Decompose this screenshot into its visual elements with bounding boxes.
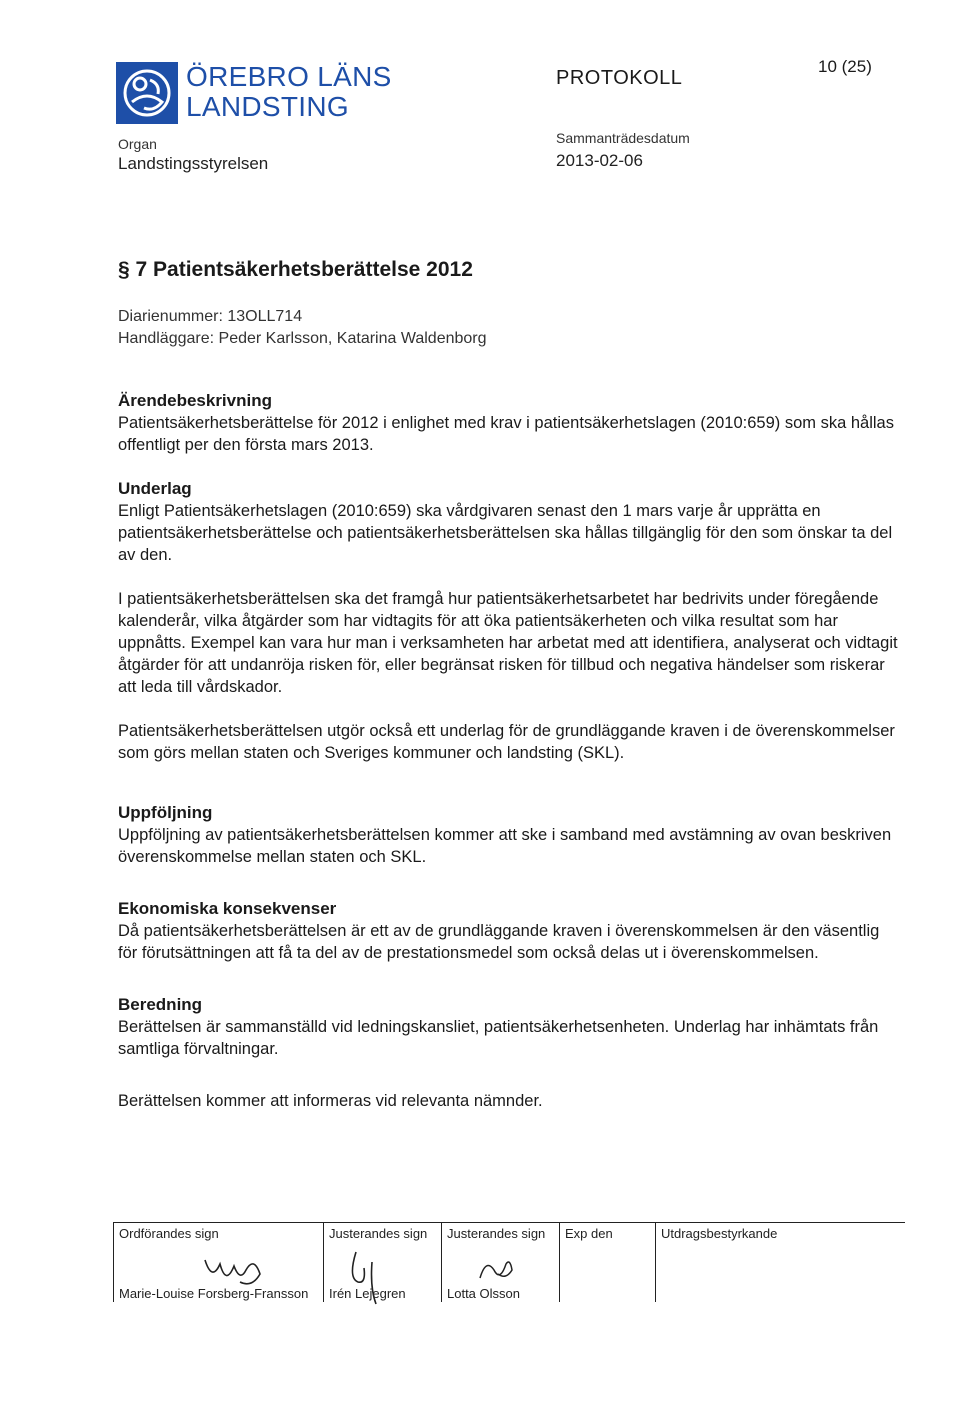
date-label: Sammanträdesdatum xyxy=(556,130,690,146)
signature-label-exp: Exp den xyxy=(565,1226,613,1241)
beredning-paragraph-1: Berättelsen är sammanställd vid ledningskansliet, patientsäkerhetsenheten. Underlag har inhämtats från samtliga förvaltningar. xyxy=(118,1018,879,1058)
signature-cell-ordforande xyxy=(113,1222,324,1302)
page-title: § 7 Patientsäkerhetsberättelse 2012 xyxy=(118,258,473,281)
beredning-paragraph-2: Berättelsen kommer att informeras vid relevanta nämnder. xyxy=(118,1092,543,1110)
section-text-ekonomi: Då patientsäkerhetsberättelsen är ett av de grundläggande kraven i överenskommelsen är den väsentlig för förutsättningen att få ta del av de prestationsmedel som också delas ut i överenskommelsen. xyxy=(118,922,880,962)
section-text-uppfoljning: Uppföljning av patientsäkerhetsberättelsen kommer att ske i samband med avstämning av ovan beskriven överenskommelse mellan staten och SKL. xyxy=(118,826,892,866)
section-heading-underlag: Underlag xyxy=(118,479,192,498)
signature-cell-utdrag xyxy=(655,1222,906,1302)
underlag-paragraph-2: I patientsäkerhetsberättelsen ska det framgå hur patientsäkerhetsarbetet har bedrivits under föregående kalenderår, vilka åtgärder som har vidtagits för att öka patientsäkerheten och vilka resultat som har uppnåtts. Exempel kan vara hur man i verksamheten har arbetat med att identifiera, analyserat och vidtagit åtgärder för att undanröja risken för, eller begränsat risken för tillbud och negativa händelser som riskerar att leda till vårdskador. xyxy=(118,590,898,696)
signature-label-utdrag: Utdragsbestyrkande xyxy=(661,1226,778,1241)
document-type: PROTOKOLL xyxy=(556,67,683,89)
section-heading-uppfoljning: Uppföljning xyxy=(118,803,213,822)
signature-name-justerande-2: Lotta Olsson xyxy=(447,1286,520,1301)
org-name-line1: ÖREBRO LÄNS xyxy=(186,61,392,92)
section-text-arende: Patientsäkerhetsberättelse för 2012 i enlighet med krav i patientsäkerhetslagen (2010:659) som ska hållas offentligt per den första mars 2013. xyxy=(118,414,894,454)
underlag-paragraph-3: Patientsäkerhetsberättelsen utgör också ett underlag för de grundläggande kraven i de överenskommelser som görs mellan staten och Sveriges kommuner och landsting (SKL). xyxy=(118,722,895,762)
section-heading-arende: Ärendebeskrivning xyxy=(118,391,272,410)
signature-label-ordforande: Ordförandes sign xyxy=(119,1226,219,1241)
landsting-logo xyxy=(116,62,178,124)
section-heading-beredning: Beredning xyxy=(118,995,203,1014)
underlag-paragraph-1: Enligt Patientsäkerhetslagen (2010:659) ska vårdgivaren senast den 1 mars varje år upprätta en patientsäkerhetsberättelse och patientsäkerhetsberättelsen ska hållas tillgänglig för den som önskar ta del av den. xyxy=(118,502,893,564)
handwritten-signature-icon xyxy=(476,1256,516,1286)
diarienummer: Diarienummer: 13OLL714 xyxy=(118,308,303,325)
logo-symbol-icon xyxy=(116,62,178,124)
section-heading-ekonomi: Ekonomiska konsekvenser xyxy=(118,899,337,918)
organ-label: Organ xyxy=(118,136,157,152)
page-number: 10 (25) xyxy=(818,57,872,76)
handlaggare: Handläggare: Peder Karlsson, Katarina Waldenborg xyxy=(118,330,487,347)
signature-cell-justerande-2 xyxy=(441,1222,560,1302)
signature-cell-exp xyxy=(559,1222,656,1302)
organization-name xyxy=(186,62,392,122)
signature-table xyxy=(113,1222,905,1304)
signature-label-justerande-1: Justerandes sign xyxy=(329,1226,428,1241)
date-value: 2013-02-06 xyxy=(556,151,643,170)
organ-value: Landstingsstyrelsen xyxy=(118,154,269,173)
document-body xyxy=(118,390,898,1134)
signature-cell-justerande-1 xyxy=(323,1222,442,1302)
org-name-line2: LANDSTING xyxy=(186,91,349,122)
signature-name-justerande-1: Irén Lejegren xyxy=(329,1286,406,1301)
signature-name-ordforande: Marie-Louise Forsberg-Fransson xyxy=(119,1286,309,1301)
signature-label-justerande-2: Justerandes sign xyxy=(447,1226,546,1241)
